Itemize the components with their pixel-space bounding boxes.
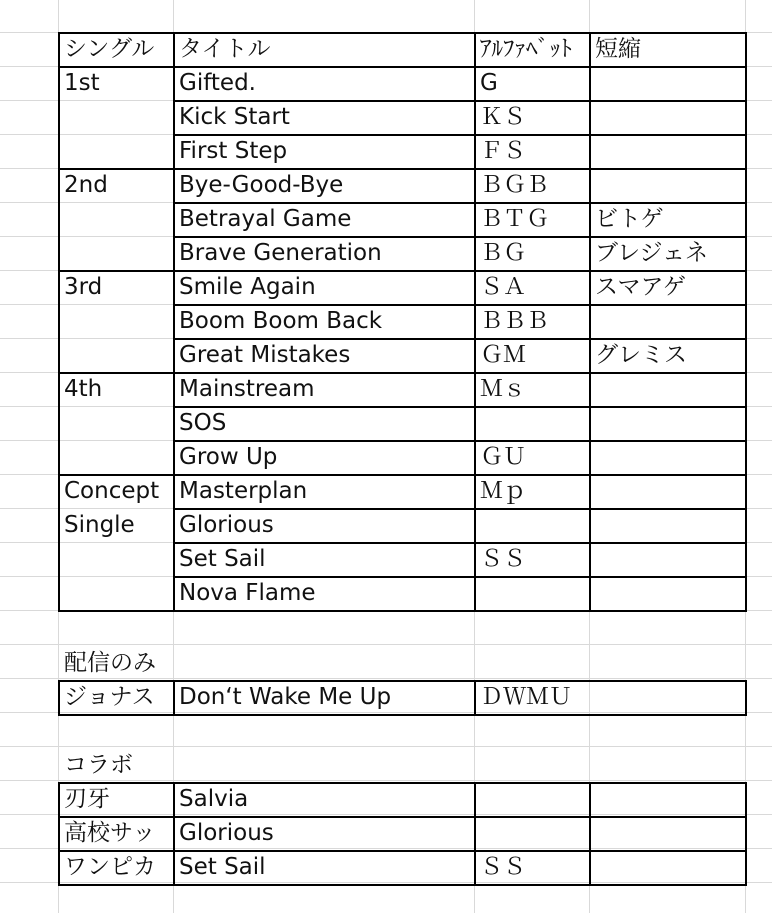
header-cell: タイトル	[179, 36, 271, 62]
table-border-v	[474, 680, 476, 716]
table-column-border	[474, 782, 476, 886]
title-cell: Betrayal Game	[179, 206, 352, 232]
title-cell: Gifted.	[179, 70, 256, 96]
title-cell: Bye-Good-Bye	[179, 172, 344, 198]
table-column-border	[173, 32, 175, 612]
table-row-border	[173, 406, 747, 408]
title-cell: Glorious	[179, 820, 274, 846]
alphabet-cell: ＢＧＢ	[480, 172, 549, 198]
alphabet-cell: ＦＳ	[480, 138, 526, 164]
alphabet-cell: Ｍｐ	[480, 478, 526, 504]
abbreviation-cell	[589, 508, 745, 542]
single-cell: ワンピカ	[64, 854, 156, 880]
table-bottom-border	[58, 884, 747, 886]
alphabet-cell: ＤＷＭＵ	[480, 684, 572, 710]
single-cell	[58, 236, 173, 270]
title-cell: Mainstream	[179, 376, 315, 402]
abbreviation-cell	[589, 474, 745, 508]
table-row-border	[58, 680, 747, 682]
table-row-border	[58, 850, 747, 852]
abbreviation-cell	[589, 576, 745, 610]
alphabet-cell: ＳＳ	[480, 854, 526, 880]
table-row-border	[173, 66, 747, 68]
table-row-border	[173, 134, 747, 136]
title-cell: Great Mistakes	[179, 342, 351, 368]
alphabet-cell: Ｍｓ	[480, 376, 526, 402]
table-row-border	[173, 372, 747, 374]
table-row-border	[173, 202, 747, 204]
single-cell: 1st	[64, 70, 100, 96]
table-row-border	[173, 508, 747, 510]
single-cell	[58, 100, 173, 134]
table-column-border	[58, 782, 60, 886]
alphabet-cell	[474, 576, 589, 610]
abbreviation-cell	[589, 100, 745, 134]
group-border	[58, 372, 175, 374]
single-cell	[58, 576, 173, 610]
alphabet-cell: ＢＢＢ	[480, 308, 549, 334]
table-row-border	[58, 816, 747, 818]
title-cell: SOS	[179, 410, 227, 436]
table-column-border	[589, 32, 591, 612]
table-row-border	[173, 270, 747, 272]
title-cell: Nova Flame	[179, 580, 316, 606]
table-column-border	[745, 782, 747, 886]
title-cell: Smile Again	[179, 274, 316, 300]
section-label: 配信のみ	[64, 650, 156, 676]
title-cell: Don‘t Wake Me Up	[179, 684, 392, 710]
abbreviation-cell	[589, 440, 745, 474]
table-row-border	[173, 474, 747, 476]
table-border-v	[173, 680, 175, 716]
single-cell	[58, 134, 173, 168]
alphabet-cell: ＧＭ	[480, 342, 526, 368]
title-cell: Brave Generation	[179, 240, 382, 266]
single-cell: ジョナス	[64, 684, 155, 710]
abbreviation-cell: スマアゲ	[595, 274, 686, 300]
abbreviation-cell	[589, 782, 745, 816]
single-cell: 刃牙	[64, 786, 110, 812]
title-cell: Glorious	[179, 512, 274, 538]
alphabet-cell: ＢＴＧ	[480, 206, 549, 232]
single-cell: Concept	[64, 478, 160, 504]
table-column-border	[58, 32, 60, 612]
table-row-border	[173, 338, 747, 340]
alphabet-cell	[474, 782, 589, 816]
table-row-border	[173, 168, 747, 170]
single-cell	[58, 338, 173, 372]
abbreviation-cell	[589, 168, 745, 202]
group-border	[58, 474, 175, 476]
group-border	[58, 66, 175, 68]
abbreviation-cell	[589, 134, 745, 168]
single-cell	[58, 440, 173, 474]
group-border	[58, 168, 175, 170]
alphabet-cell: ＫＳ	[480, 104, 526, 130]
single-cell	[58, 406, 173, 440]
abbreviation-cell	[589, 372, 745, 406]
header-cell: ｱﾙﾌｧﾍﾞｯﾄ	[480, 36, 572, 62]
abbreviation-cell	[589, 66, 745, 100]
abbreviation-cell: ブレジェネ	[595, 240, 709, 266]
group-border	[58, 270, 175, 272]
title-cell: Set Sail	[179, 546, 266, 572]
table-row-border	[173, 440, 747, 442]
table-row-border	[58, 714, 747, 716]
alphabet-cell: ＢＧ	[480, 240, 526, 266]
table-row-border	[173, 100, 747, 102]
gridline-horizontal	[0, 746, 772, 747]
alphabet-cell: ＳＳ	[480, 546, 526, 572]
title-cell: Set Sail	[179, 854, 266, 880]
header-cell: 短縮	[595, 36, 641, 62]
abbreviation-cell	[589, 542, 745, 576]
table-row-border	[173, 576, 747, 578]
table-row-border	[173, 304, 747, 306]
title-cell: First Step	[179, 138, 288, 164]
single-cell	[58, 304, 173, 338]
table-border-v	[58, 680, 60, 716]
table-row-border	[173, 236, 747, 238]
section-label: コラボ	[64, 752, 133, 778]
title-cell: Masterplan	[179, 478, 308, 504]
abbreviation-cell	[589, 850, 745, 884]
abbreviation-cell: ビトゲ	[595, 206, 664, 232]
abbreviation-cell	[589, 304, 745, 338]
alphabet-cell	[474, 816, 589, 850]
alphabet-cell	[474, 406, 589, 440]
table-column-border	[474, 32, 476, 612]
single-cell: 2nd	[64, 172, 108, 198]
group-border	[58, 32, 175, 34]
table-column-border	[173, 782, 175, 886]
table-column-border	[589, 782, 591, 886]
single-cell	[58, 202, 173, 236]
abbreviation-cell	[589, 406, 745, 440]
single-cell: 4th	[64, 376, 103, 402]
title-cell: Boom Boom Back	[179, 308, 383, 334]
table-bottom-border	[58, 610, 747, 612]
single-cell: 3rd	[64, 274, 103, 300]
abbreviation-cell	[589, 680, 745, 714]
title-cell: Grow Up	[179, 444, 278, 470]
single-cell: 高校サッ	[64, 820, 156, 846]
abbreviation-cell: グレミス	[595, 342, 687, 368]
header-cell: シングル	[64, 36, 155, 62]
table-column-border	[745, 32, 747, 612]
table-border-v	[745, 680, 747, 716]
title-cell: Salvia	[179, 786, 249, 812]
title-cell: Kick Start	[179, 104, 290, 130]
table-row-border	[58, 782, 747, 784]
alphabet-cell: ＳＡ	[480, 274, 526, 300]
alphabet-cell	[474, 508, 589, 542]
gridline-horizontal	[0, 644, 772, 645]
abbreviation-cell	[589, 816, 745, 850]
single-cell	[58, 542, 173, 576]
alphabet-cell: ＧＵ	[480, 444, 526, 470]
single-cell: Single	[64, 512, 135, 538]
table-row-border	[173, 542, 747, 544]
table-row-border	[173, 32, 747, 34]
alphabet-cell: G	[480, 70, 498, 96]
